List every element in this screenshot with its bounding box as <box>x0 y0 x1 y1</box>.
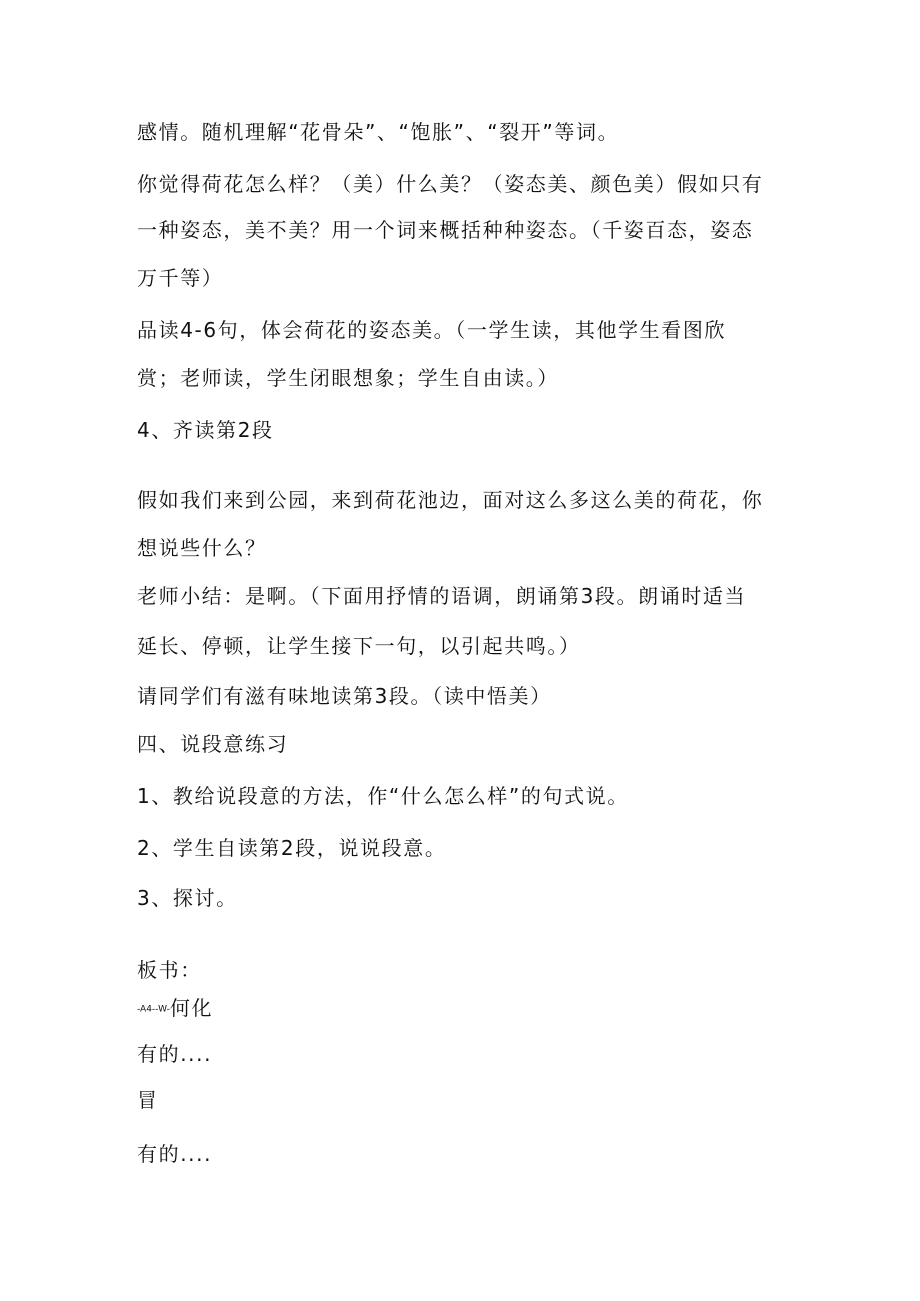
list-item-2: 2、学生自读第2段，说说段意。 <box>137 836 447 860</box>
section-heading-4: 4、齐读第2段 <box>137 418 274 442</box>
text-line-2: 你觉得荷花怎么样？（美）什么美？（姿态美、颜色美）假如只有 <box>137 172 764 196</box>
text-line-11: 延长、停顿，让学生接下一句，以引起共鸣。） <box>137 634 581 658</box>
text-line-8: 假如我们来到公园，来到荷花池边，面对这么多这么美的荷花，你 <box>137 488 764 512</box>
text-line-10: 老师小结：是啊。（下面用抒情的语调，朗诵第3段。朗诵时适当 <box>137 584 747 608</box>
text-line-12: 请同学们有滋有味地读第3段。（读中悟美） <box>137 684 552 708</box>
text-line-5: 品读4-6句，体会荷花的姿态美。（一学生读，其他学生看图欣 <box>137 318 727 342</box>
text-line-3: 一种姿态，美不美？用一个词来概括种种姿态。（千姿百态，姿态 <box>137 218 754 242</box>
text-line-1: 感情。随机理解“花骨朵”、“饱胀”、“裂开”等词。 <box>137 120 620 144</box>
text-line-6: 赏；老师读，学生闭眼想象；学生自由读。） <box>137 366 559 390</box>
text-line-4: 万千等） <box>137 266 224 290</box>
board-title-main: 何化 <box>169 996 214 1020</box>
board-line-1: 有的.... <box>137 1042 213 1066</box>
text-line-9: 想说些什么？ <box>137 536 267 560</box>
list-item-3: 3、探讨。 <box>137 886 238 910</box>
board-line-2: 冒 <box>137 1088 159 1112</box>
section-heading-four: 四、说段意练习 <box>137 732 289 756</box>
list-item-1: 1、教给说段意的方法，作“什么怎么样”的句式说。 <box>137 784 629 808</box>
board-line-3: 有的.... <box>137 1142 213 1166</box>
board-title <box>137 995 213 1023</box>
board-label: 板书： <box>137 958 202 982</box>
board-title-small: -A4--W- <box>137 1004 170 1015</box>
